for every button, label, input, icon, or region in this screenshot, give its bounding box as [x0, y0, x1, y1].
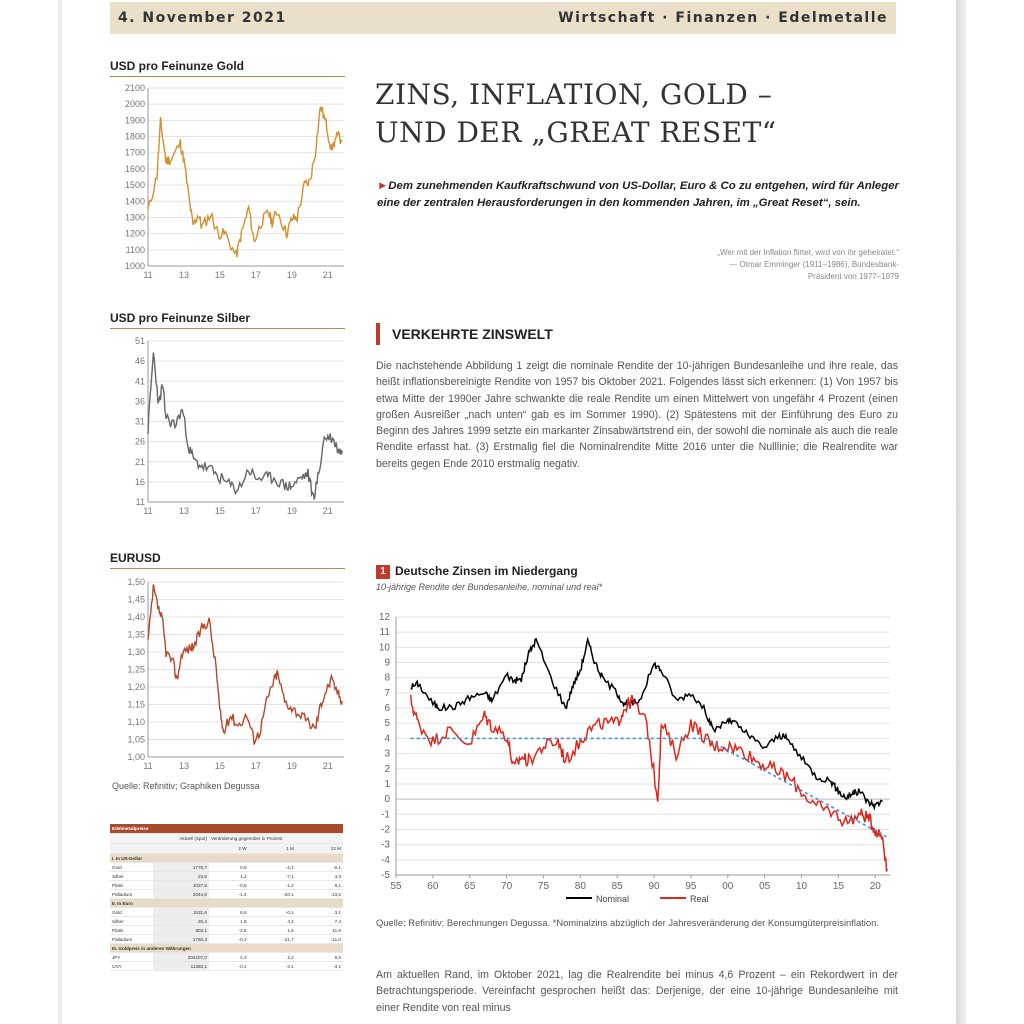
rates-y-tick-label: 8: [384, 672, 390, 684]
rates-x-tick-label: 20: [869, 881, 881, 892]
eurusd-x-tick-label: 17: [250, 761, 261, 771]
eur-price-cell: 20,4: [153, 917, 209, 926]
rates-y-tick-label: 0: [384, 794, 390, 806]
gold-y-tick-label: 1000: [124, 261, 145, 271]
silver-y-tick-label: 41: [134, 376, 145, 387]
silver-x-tick-label: 19: [286, 506, 297, 516]
table-row: [110, 962, 343, 971]
gold-chart: [108, 80, 348, 292]
col-current: Aktuell (Spot): [153, 834, 209, 844]
usd-name-cell: Palladium: [110, 890, 153, 899]
rates-y-tick-label: 12: [378, 612, 390, 623]
gold-series-line: [148, 107, 342, 257]
chart-source: Quelle: Refinitiv; Graphiken Degussa: [112, 781, 260, 791]
table-corner: [110, 834, 153, 844]
rates-x-tick-label: 15: [832, 881, 844, 892]
other-m1-cell: 2,2: [249, 953, 296, 962]
usd-price-cell: 2044,6: [153, 890, 209, 899]
lead-marker-icon: ►: [377, 180, 389, 192]
rates-y-tick-label: 3: [384, 748, 390, 760]
gold-y-tick-label: 1200: [124, 228, 145, 239]
col-2w: 2 W: [209, 844, 249, 854]
eurusd-y-tick-label: 1,05: [127, 734, 145, 745]
rates-chart: [370, 600, 902, 910]
eur-w2-cell: -0,3: [209, 935, 249, 944]
rates-y-tick-label: -2: [381, 824, 390, 836]
rates-x-tick-label: 85: [611, 881, 623, 892]
gold-y-tick-label: 2100: [124, 83, 145, 93]
gold-chart-title: USD pro Feinunze Gold: [110, 59, 244, 73]
eurusd-x-tick-label: 19: [286, 761, 297, 771]
silver-series-line: [148, 353, 342, 500]
rates-y-tick-label: 11: [379, 627, 390, 639]
usd-name-cell: Gold: [110, 863, 153, 872]
eurusd-y-tick-label: 1,00: [127, 752, 145, 762]
eur-price-cell: 902,1: [153, 926, 209, 935]
eur-name-cell: Platin: [110, 926, 153, 935]
eurusd-chart-title: EURUSD: [110, 551, 161, 565]
eurusd-y-tick-label: 1,25: [127, 664, 145, 675]
rates-x-tick-label: 90: [648, 881, 660, 892]
eurusd-x-tick-label: 13: [178, 761, 189, 771]
other-price-cell: 204207,0: [153, 953, 209, 962]
rates-x-tick-label: 70: [501, 881, 513, 892]
legend-real-label: Real: [690, 894, 709, 904]
figure-caption: Quelle: Refinitiv; Berechnungen Degussa. *Nominalzins abzüglich der Jahresveränderung der Konsumgüterpreisinflation.: [376, 917, 879, 928]
rates-y-tick-label: 7: [384, 687, 390, 699]
usd-name-cell: Silber: [110, 872, 153, 881]
other-w2-cell: -0,2: [209, 962, 249, 971]
silver-y-tick-label: 31: [134, 416, 145, 427]
usd-m1-cell: -2,1: [249, 863, 296, 872]
eur-m1-cell: -21,7: [249, 935, 296, 944]
eur-m12-cell: -11,0: [296, 935, 343, 944]
rates-y-tick-label: 2: [384, 763, 390, 775]
rates-x-tick-label: 55: [390, 881, 402, 892]
title-line-2: UND DER „GREAT RESET“: [375, 116, 777, 149]
rates-y-tick-label: -5: [381, 870, 390, 881]
paragraph-2: Am aktuellen Rand, im Oktober 2021, lag die Realrendite bei minus 4,6 Prozent – ein Rekordwert in der Betrachtungsperiode. Vereinfacht gesprochen heißt das: Derjenige, der eine 10-jährige Bundesanleihe mit einer Rendite von real minus: [376, 969, 898, 1014]
col-1m: 1 M: [249, 844, 296, 854]
article-lead: [377, 178, 899, 212]
usd-price-cell: 1776,7: [153, 863, 209, 872]
eurusd-y-tick-label: 1,50: [127, 577, 145, 587]
other-m12-cell: 6,5: [296, 953, 343, 962]
gold-y-tick-label: 1600: [124, 163, 145, 174]
table-row: [110, 917, 343, 926]
other-name-cell: JPY: [110, 953, 153, 962]
usd-price-cell: 23,6: [153, 872, 209, 881]
eurusd-x-tick-label: 15: [214, 761, 225, 771]
eurusd-y-tick-label: 1,20: [127, 682, 145, 692]
gold-chart-rule: [110, 76, 345, 77]
gold-y-tick-label: 1800: [124, 131, 145, 142]
silver-y-tick-label: 26: [134, 436, 145, 447]
eurusd-series-line: [148, 584, 342, 744]
gold-x-tick-label: 13: [178, 270, 189, 280]
eurusd-y-tick-label: 1,10: [127, 717, 145, 727]
table-row: [110, 872, 343, 881]
figure-subtitle: 10-jährige Rendite der Bundesanleihe, nominal und real*: [376, 582, 603, 592]
gold-y-tick-label: 1500: [124, 180, 145, 191]
table-row: [110, 926, 343, 935]
usd-w2-cell: 0,6: [209, 863, 249, 872]
usd-m1-cell: -1,2: [249, 881, 296, 890]
eur-name-cell: Gold: [110, 908, 153, 917]
rates-x-tick-label: 60: [427, 881, 439, 892]
rates-y-tick-label: 6: [384, 703, 390, 715]
page-header: [110, 2, 896, 34]
header-date: 4. November 2021: [118, 10, 287, 26]
silver-chart-title: USD pro Feinunze Silber: [110, 311, 251, 325]
usd-m1-cell: -7,1: [249, 872, 296, 881]
table-row: [110, 890, 343, 899]
rates-y-tick-label: -1: [381, 809, 390, 821]
other-rows: [110, 953, 343, 971]
header-section: Wirtschaft · Finanzen · Edelmetalle: [558, 10, 888, 26]
table-row: [110, 863, 343, 872]
usd-w2-cell: -1,4: [209, 890, 249, 899]
silver-x-tick-label: 17: [250, 506, 261, 516]
usd-m12-cell: -13,6: [296, 890, 343, 899]
rates-y-tick-label: 5: [384, 718, 390, 730]
usd-w2-cell: 1,2: [209, 872, 249, 881]
eurusd-x-tick-label: 11: [143, 761, 153, 771]
table-blank: [153, 844, 209, 854]
gold-y-tick-label: 1900: [124, 115, 145, 126]
real-series-line: [411, 695, 887, 872]
usd-rows: [110, 863, 343, 899]
silver-y-tick-label: 36: [134, 396, 145, 407]
price-table: [110, 824, 343, 971]
table-title: Edelmetallpreise: [110, 824, 343, 834]
rates-y-tick-label: -4: [381, 854, 390, 866]
rates-x-tick-label: 00: [722, 881, 734, 892]
table-row: [110, 953, 343, 962]
eur-m12-cell: 7,4: [296, 917, 343, 926]
other-name-cell: CNY: [110, 962, 153, 971]
eurusd-y-tick-label: 1,45: [127, 594, 145, 605]
usd-m1-cell: -20,1: [249, 890, 296, 899]
lead-text: Dem zunehmenden Kaufkraftschwund von US-Dollar, Euro & Co zu entgehen, wird für Anleger eine der zentralen Herausforderungen in den kommenden Jahren, im „Great Reset“, sein.: [377, 180, 899, 209]
rates-x-tick-label: 95: [685, 881, 697, 892]
article-title: [375, 76, 777, 152]
eur-w2-cell: 6,6: [209, 908, 249, 917]
silver-y-tick-label: 46: [134, 356, 145, 367]
rates-x-tick-label: 80: [574, 881, 586, 892]
col-change: Veränderung gegenüber in Prozent: [209, 834, 343, 844]
other-m1-cell: -3,1: [249, 962, 296, 971]
eurusd-x-tick-label: 21: [322, 761, 333, 771]
rates-y-tick-label: -3: [381, 839, 390, 851]
rates-y-tick-label: 9: [384, 657, 390, 669]
silver-chart-rule: [110, 328, 345, 329]
rates-x-tick-label: 65: [464, 881, 476, 892]
group-usd: I. In US-Dollar: [110, 854, 343, 863]
rates-x-tick-label: 75: [537, 881, 550, 892]
table-row: [110, 908, 343, 917]
silver-x-tick-label: 11: [143, 506, 153, 516]
usd-m12-cell: -0,1: [296, 863, 343, 872]
figure-title: [376, 564, 578, 579]
page-edge-right: [956, 0, 966, 1024]
silver-y-tick-label: 11: [135, 497, 145, 507]
rates-x-tick-label: 10: [795, 881, 808, 892]
other-price-cell: 11360,1: [153, 962, 209, 971]
usd-m12-cell: 4,3: [296, 872, 343, 881]
eur-m1-cell: 4,4: [249, 917, 296, 926]
epigraph: [539, 247, 899, 283]
legend-nominal-label: Nominal: [596, 894, 630, 904]
eur-price-cell: 1760,3: [153, 935, 209, 944]
eurusd-chart-rule: [110, 568, 345, 569]
rates-x-tick-label: 05: [759, 881, 771, 892]
usd-m12-cell: 8,1: [296, 881, 343, 890]
table-corner-2: [110, 844, 153, 854]
other-m12-cell: -3,1: [296, 962, 343, 971]
other-w2-cell: 4,3: [209, 953, 249, 962]
gold-x-tick-label: 21: [322, 270, 333, 280]
gold-x-tick-label: 19: [286, 270, 297, 280]
eur-m1-cell: 1,6: [249, 926, 296, 935]
silver-y-tick-label: 51: [134, 336, 145, 346]
eurusd-chart: [108, 572, 348, 778]
eur-price-cell: 1531,6: [153, 908, 209, 917]
figure-title-text: Deutsche Zinsen im Niedergang: [395, 564, 578, 578]
usd-name-cell: Platin: [110, 881, 153, 890]
table-row: [110, 881, 343, 890]
eur-name-cell: Palladium: [110, 935, 153, 944]
eurusd-y-tick-label: 1,15: [127, 699, 145, 710]
group-other: III. Goldpreis in anderen Währungen: [110, 944, 343, 953]
silver-x-tick-label: 15: [214, 506, 225, 516]
gold-x-tick-label: 11: [143, 270, 153, 280]
silver-x-tick-label: 13: [178, 506, 189, 516]
gold-x-tick-label: 15: [214, 270, 225, 280]
figure-number: 1: [376, 565, 390, 579]
table-row: [110, 935, 343, 944]
rates-y-tick-label: 1: [384, 778, 390, 790]
page-edge-left: [58, 0, 62, 1024]
gold-y-tick-label: 1100: [125, 244, 145, 255]
section-heading: VERKEHRTE ZINSWELT: [376, 323, 553, 345]
usd-w2-cell: -0,5: [209, 881, 249, 890]
gold-y-tick-label: 2000: [124, 99, 145, 110]
gold-y-tick-label: 1300: [124, 212, 145, 223]
gold-y-tick-label: 1400: [124, 196, 145, 207]
eur-name-cell: Silber: [110, 917, 153, 926]
eurusd-y-tick-label: 1,30: [127, 647, 145, 657]
silver-chart: [108, 333, 348, 525]
eur-rows: [110, 908, 343, 944]
rates-y-tick-label: 4: [384, 733, 390, 745]
quote-author: — Otmar Emminger (1911–1986), Bundesbank-: [729, 260, 899, 269]
gold-y-tick-label: 1700: [124, 147, 145, 158]
eur-m1-cell: -0,1: [249, 908, 296, 917]
silver-y-tick-label: 21: [134, 456, 145, 467]
eur-m12-cell: 3,1: [296, 908, 343, 917]
group-eur: II. In Euro: [110, 899, 343, 908]
silver-x-tick-label: 21: [322, 506, 333, 516]
silver-y-tick-label: 16: [134, 476, 145, 487]
col-12m: 12 M: [296, 844, 343, 854]
title-line-1: ZINS, INFLATION, GOLD –: [375, 78, 773, 111]
usd-price-cell: 1037,5: [153, 881, 209, 890]
gold-x-tick-label: 17: [250, 270, 261, 280]
eurusd-y-tick-label: 1,40: [127, 612, 145, 622]
quote-role: Präsident von 1977–1979: [807, 272, 899, 281]
quote-text: „Wer mit der Inflation flirtet, wird von ihr geheiratet.“: [717, 248, 899, 257]
eur-w2-cell: 1,8: [209, 917, 249, 926]
rates-y-tick-label: 10: [378, 642, 390, 654]
eur-m12-cell: 11,9: [296, 926, 343, 935]
paragraph-1: Die nachstehende Abbildung 1 zeigt die nominale Rendite der 10-jährigen Bundesanleihe und ihre reale, das heißt inflationsbereinigte Rendite von 1957 bis Oktober 2021. Folgendes lässt sich erkennen: (1) Von 1957 bis etwa Mitte der 1990er Jahre schwankte die reale Rendite um einen Mittelwert von ungefähr 4 Prozent (einen großen Ausreißer „nach unten“ gab es im Sommer 1990). (2) Spätestens mit der Einführung des Euro zu Beginn des Jahres 1999 setzte ein markanter Zinsabwärtstrend ein, der sowohl die nominale als auch die reale Rendite erfasst hat. (3) Erstmalig fiel die Nominalrendite Mitte 2016 unter die Nulllinie; die Realrendite war bereits gegen Ende 2010 erstmalig negativ.: [376, 360, 898, 470]
eur-w2-cell: -2,6: [209, 926, 249, 935]
eurusd-y-tick-label: 1,35: [127, 629, 145, 640]
